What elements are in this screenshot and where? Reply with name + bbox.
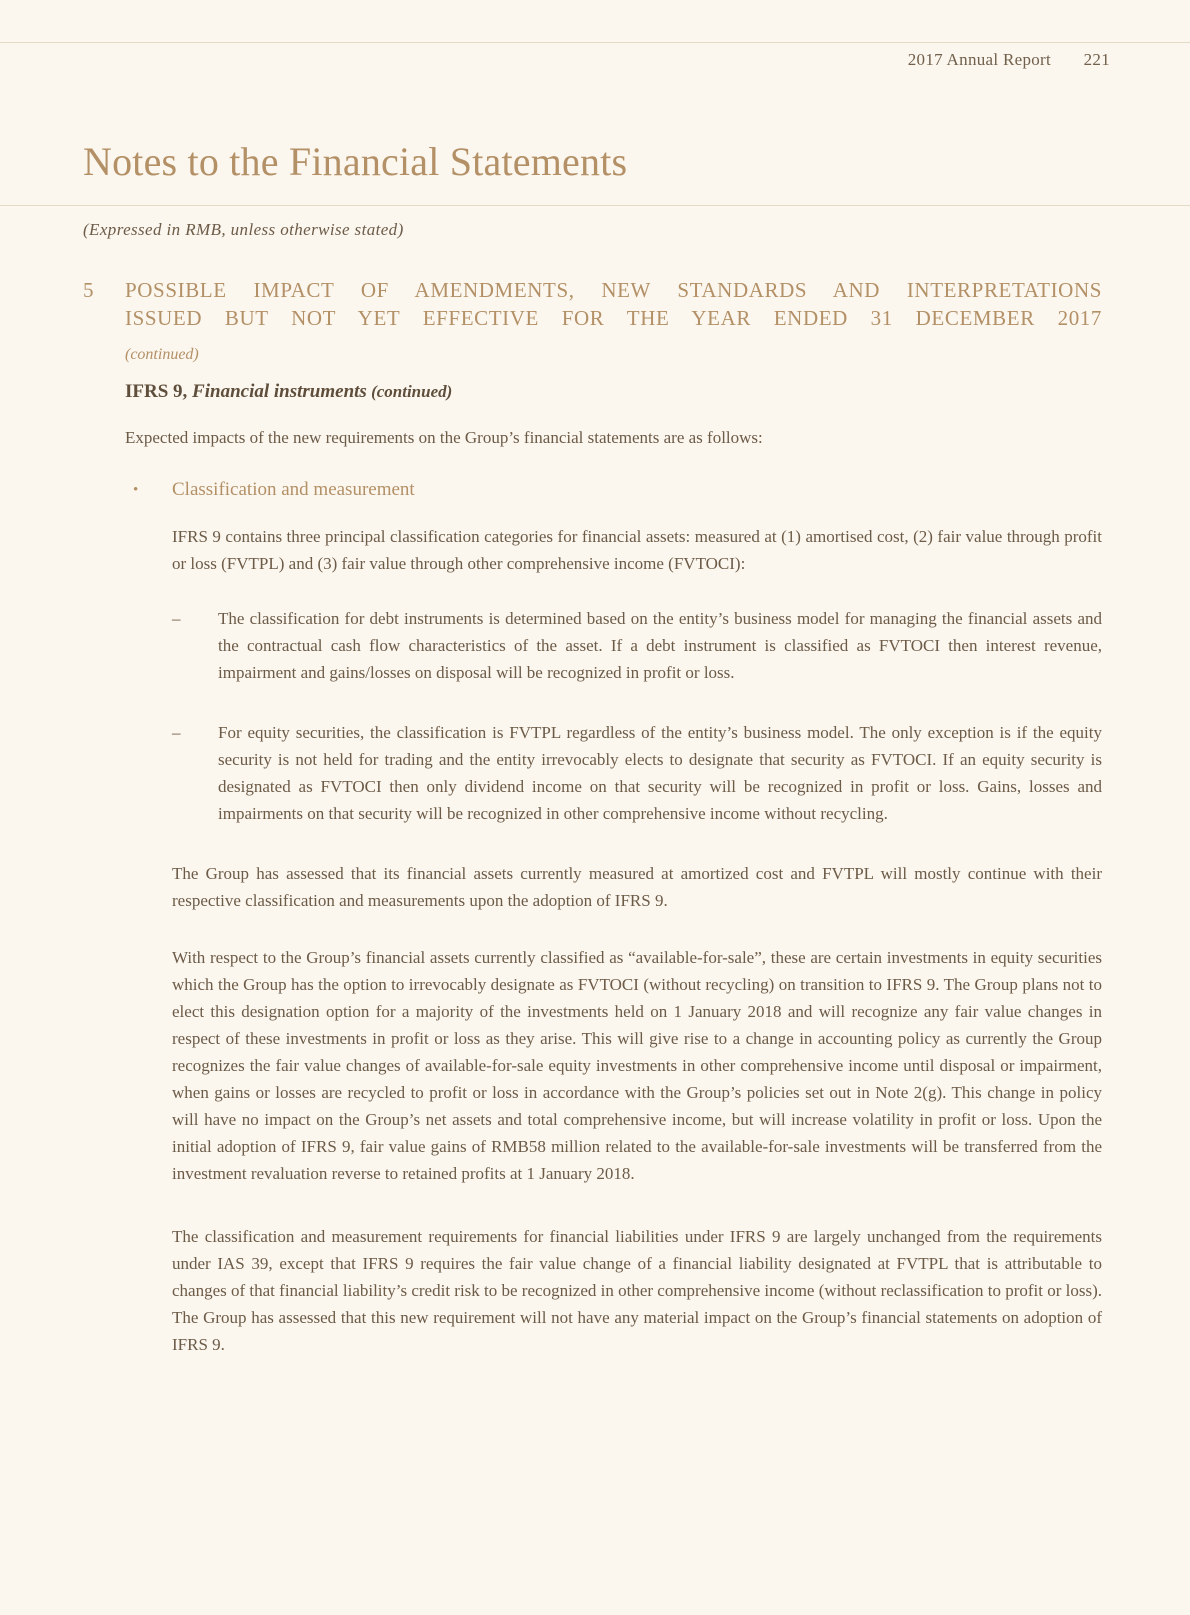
section-body xyxy=(125,276,1102,1358)
section-heading-line-1: POSSIBLE IMPACT OF AMENDMENTS, NEW STANDARDS AND INTERPRETATIONS xyxy=(125,278,1102,302)
body-paragraph-3: The classification and measurement requirements for financial liabilities under IFRS 9 are largely unchanged from the requirements under IAS 39, except that IFRS 9 requires the fair value change of a financial liability designated at FVTPL that is attributable to changes of that financial liability’s credit risk to be recognized in other comprehensive income (without reclassification to profit or loss). The Group has assessed that this new requirement will not have any material impact on the Group’s financial statements on adoption of IFRS 9. xyxy=(172,1227,1102,1354)
lead-paragraph: IFRS 9 contains three principal classification categories for financial assets: measured at (1) amortised cost, (2) fair value through profit or loss (FVTPL) and (3) fair value through other comprehensive income (FVTOCI): xyxy=(172,527,1102,573)
section-heading-line-2: ISSUED BUT NOT YET EFFECTIVE FOR THE YEAR ENDED 31 DECEMBER 2017 xyxy=(125,306,1102,330)
report-title: 2017 Annual Report xyxy=(907,50,1052,69)
page-number: 221 xyxy=(1083,50,1110,69)
section-continued-label: (continued) xyxy=(125,346,199,363)
header-rule xyxy=(0,42,1190,43)
bullet-item xyxy=(125,477,1102,1358)
intro-paragraph: Expected impacts of the new requirements on the Group’s financial statements are as follows: xyxy=(125,428,763,447)
main-content xyxy=(83,276,1102,1358)
dash-item-text: The classification for debt instruments is determined based on the entity’s business model for managing the financial assets and the contractual cash flow characteristics of the asset. If a debt instrument is classified as FVTOCI then interest revenue, impairment and gains/losses on disposal will be recognized in profit or loss. xyxy=(218,609,1102,682)
body-paragraph-1: The Group has assessed that its financial assets currently measured at amortized cost and FVTPL will mostly continue with their respective classification and measurements upon the adoption of IFRS 9. xyxy=(172,864,1102,910)
title-rule xyxy=(0,205,1190,206)
currency-note: (Expressed in RMB, unless otherwise stated) xyxy=(83,220,404,239)
section-5 xyxy=(83,276,1102,1358)
subheading-ifrs9 xyxy=(125,380,1102,404)
page-header xyxy=(908,50,1110,70)
dash-item-2 xyxy=(172,719,1102,827)
bullet-heading: Classification and measurement xyxy=(172,479,415,500)
dash-marker: – xyxy=(172,723,181,742)
subheading-continued: (continued) xyxy=(366,382,453,401)
dash-marker: – xyxy=(172,609,181,628)
dash-item-text: For equity securities, the classification is FVTPL regardless of the entity’s business model. The only exception is if the equity security is not held for trading and the entity irrevocably elects to designate that security as FVTOCI. If an equity security is designated as FVTOCI then only dividend income on that security will be recognized in profit or loss. Gains, losses and impairments on that security will be recognized in other comprehensive income without recycling. xyxy=(218,723,1102,823)
page-title: Notes to the Financial Statements xyxy=(83,139,628,184)
subheading-prefix: IFRS 9, xyxy=(125,381,193,402)
bullet-content xyxy=(172,477,1102,1358)
subheading-title: Financial instruments xyxy=(192,381,367,402)
bullet-marker: • xyxy=(133,482,139,498)
dash-item-1 xyxy=(172,605,1102,686)
body-paragraph-2: With respect to the Group’s financial assets currently classified as “available-for-sale”, these are certain investments in equity securities which the Group has the option to irrevocably designate as FVTOCI (without recycling) on transition to IFRS 9. The Group plans not to elect this designation option for a majority of the investments held on 1 January 2018 and will recognize any fair value changes in respect of these investments in profit or loss as they arise. This will give rise to a change in accounting policy as currently the Group recognizes the fair value changes of available-for-sale equity investments in other comprehensive income until disposal or impairment, when gains or losses are recycled to profit or loss in accordance with the Group’s policies set out in Note 2(g). This change in policy will have no impact on the Group’s net assets and total comprehensive income, but will increase volatility in profit or loss. Upon the initial adoption of IFRS 9, fair value gains of RMB58 million related to the available-for-sale investments will be transferred from the investment revaluation reverse to retained profits at 1 January 2018. xyxy=(172,948,1102,1183)
section-number: 5 xyxy=(83,278,94,302)
